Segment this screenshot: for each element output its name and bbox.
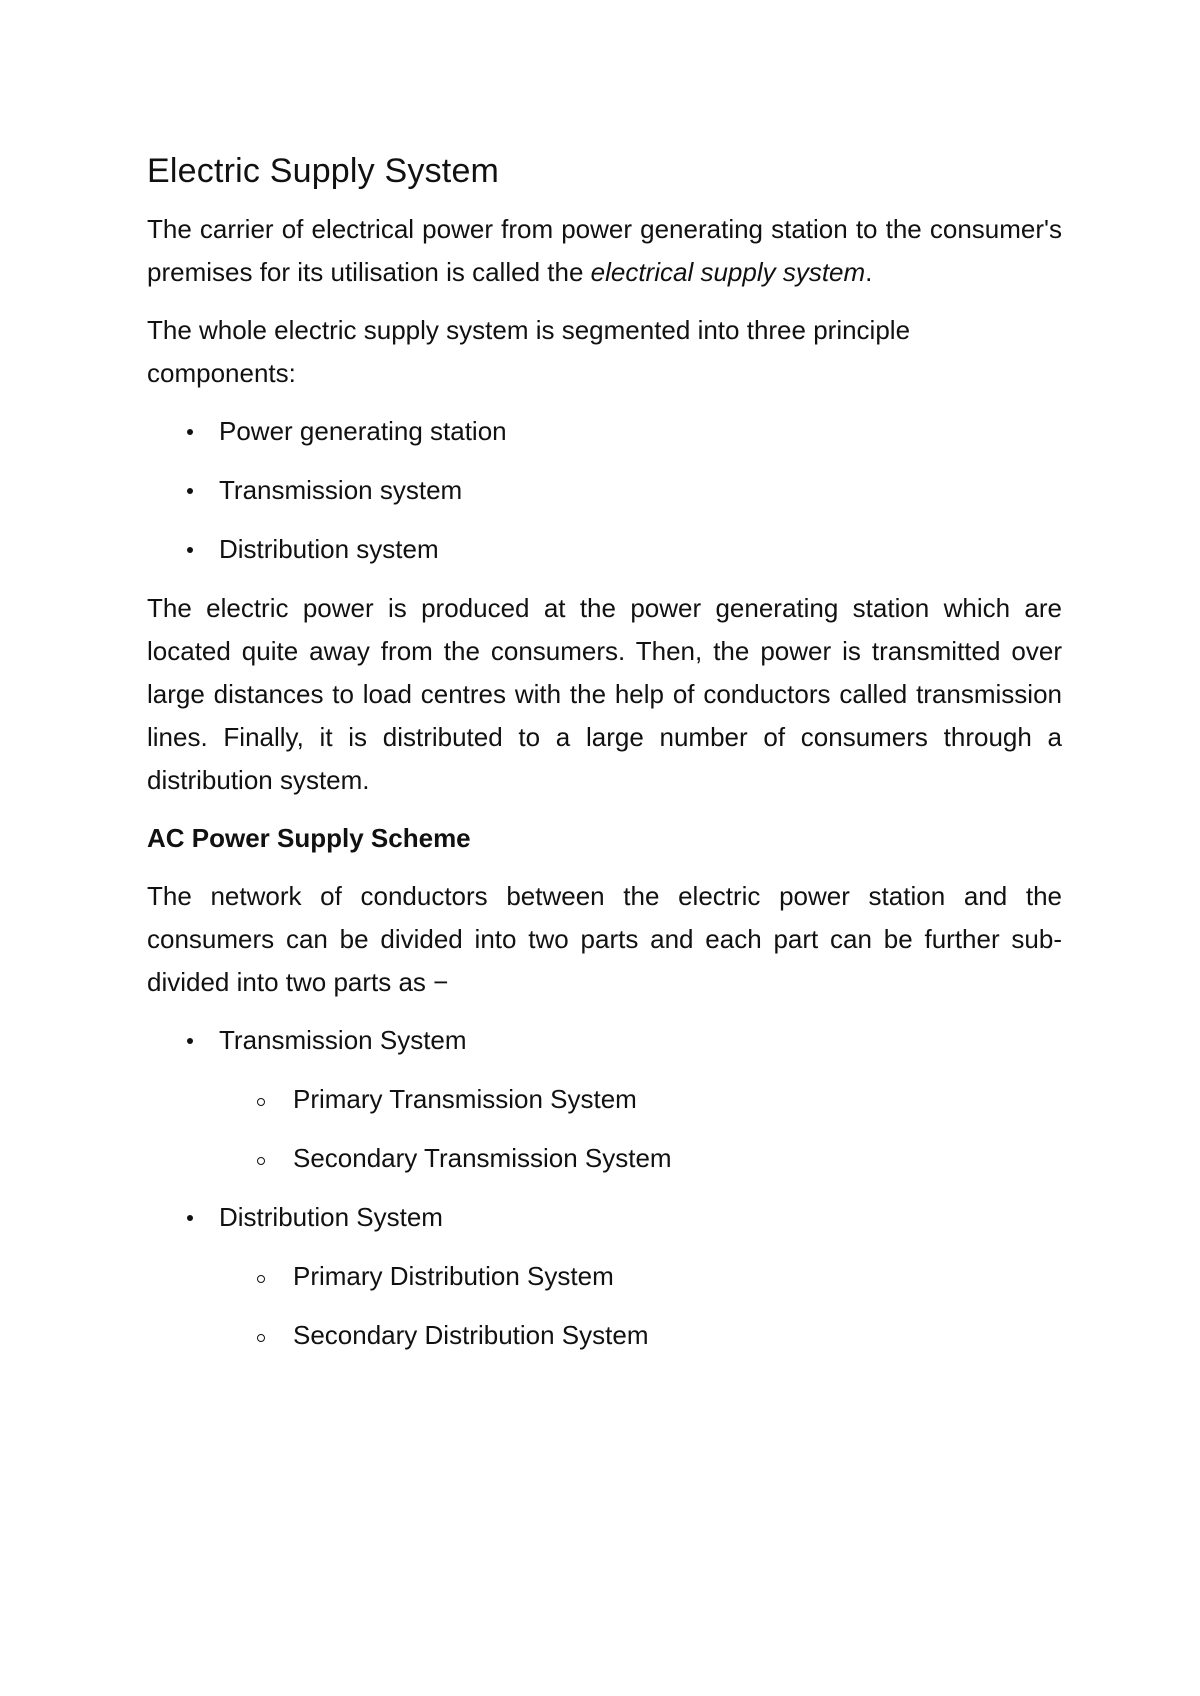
- sub-list-item-label: Primary Distribution System: [293, 1261, 614, 1291]
- circle-bullet-icon: [257, 1334, 265, 1342]
- sub-list-item: [219, 1137, 1062, 1180]
- list-item: [147, 1019, 1062, 1180]
- list-item-label: Transmission system: [219, 475, 463, 505]
- process-paragraph: The electric power is produced at the power generating station which are located quite away from the consumers. Then, the power is transmitted over large distances to load centres with the help of conductors called transmission lines. Finally, it is distributed to a large number of consumers through a distribution system.: [147, 593, 1062, 795]
- document-page: [147, 150, 1062, 1373]
- components-intro: The whole electric supply system is segmented into three principle components:: [147, 315, 911, 388]
- list-item: [147, 469, 1062, 512]
- circle-bullet-icon: [257, 1098, 265, 1106]
- intro-italic-term: electrical supply system: [590, 257, 866, 287]
- sub-list-item: [219, 1255, 1062, 1298]
- list-item-label: Power generating station: [219, 416, 507, 446]
- list-item: [147, 528, 1062, 571]
- sub-list: [219, 1255, 1062, 1357]
- bullet-icon: [187, 488, 193, 494]
- sub-list-item-label: Primary Transmission System: [293, 1084, 637, 1114]
- list-item: [147, 1196, 1062, 1357]
- sub-list-item-label: Secondary Distribution System: [293, 1320, 649, 1350]
- circle-bullet-icon: [257, 1275, 265, 1283]
- intro-end: .: [865, 257, 873, 287]
- bullet-icon: [187, 1215, 193, 1221]
- list-item: [147, 410, 1062, 453]
- list-item-label: Distribution system: [219, 534, 439, 564]
- section-paragraph: The network of conductors between the electric power station and the consumers can be divided into two parts and each part can be further sub-divided into two parts as −: [147, 881, 1062, 997]
- list-item-label: Distribution System: [219, 1202, 443, 1232]
- bullet-icon: [187, 547, 193, 553]
- sub-list: [219, 1078, 1062, 1180]
- intro-paragraph: [147, 208, 1062, 294]
- section-heading: AC Power Supply Scheme: [147, 823, 471, 853]
- scheme-list: [147, 1019, 1062, 1357]
- intro-text: The carrier of electrical power from power generating station to the consumer's premises for its utilisation is called the: [147, 214, 1062, 287]
- circle-bullet-icon: [257, 1157, 265, 1165]
- bullet-icon: [187, 1038, 193, 1044]
- sub-list-item: [219, 1314, 1062, 1357]
- list-item-label: Transmission System: [219, 1025, 467, 1055]
- sub-list-item-label: Secondary Transmission System: [293, 1143, 672, 1173]
- document-title: Electric Supply System: [147, 152, 500, 190]
- bullet-icon: [187, 429, 193, 435]
- components-list: [147, 410, 1062, 571]
- sub-list-item: [219, 1078, 1062, 1121]
